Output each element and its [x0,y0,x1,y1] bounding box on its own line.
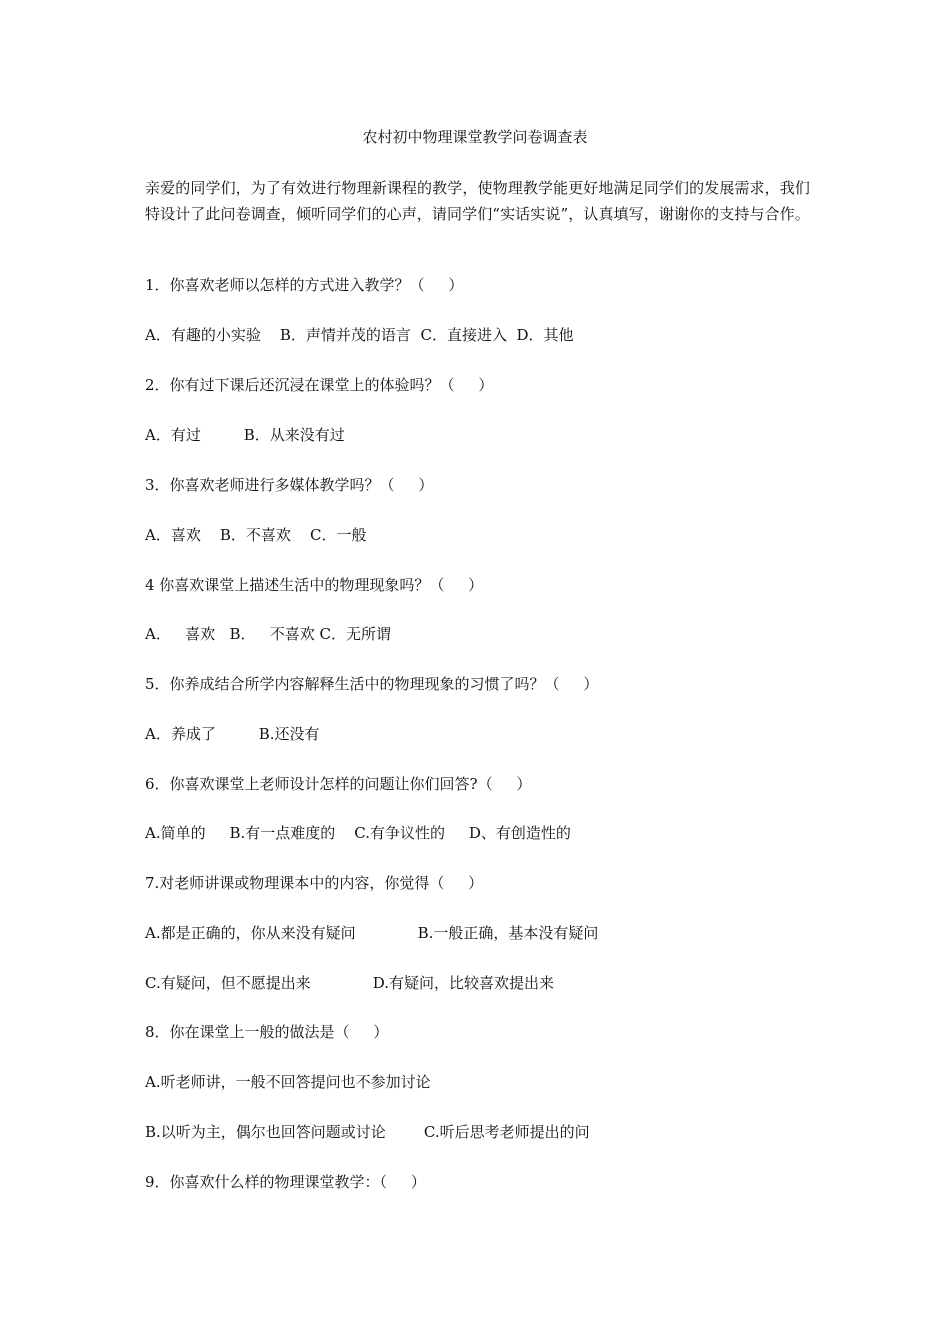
question-8: 8．你在课堂上一般的做法是（ ） [145,1023,389,1041]
question-3-options: A．喜欢 B．不喜欢 C．一般 [145,526,367,544]
question-6-options: A.简单的 B.有一点难度的 C.有争议性的 D、有创造性的 [145,824,571,842]
question-3: 3．你喜欢老师进行多媒体教学吗？（ ） [145,476,434,494]
question-4: 4 你喜欢课堂上描述生活中的物理现象吗？（ ） [145,576,484,594]
question-4-options: A． 喜欢 B． 不喜欢 C．无所谓 [145,625,392,643]
intro-paragraph: 亲爱的同学们，为了有效进行物理新课程的教学，使物理教学能更好地满足同学们的发展需求，我们特设计了此问卷调查，倾听同学们的心声，请同学们“实话实说”，认真填写，谢谢你的支持与合作。 [145,179,810,223]
question-1: 1．你喜欢老师以怎样的方式进入教学？（ ） [145,276,464,294]
question-9: 9．你喜欢什么样的物理课堂教学：（ ） [145,1173,426,1191]
question-8-options-bc: B.以听为主，偶尔也回答问题或讨论 C.听后思考老师提出的问 [145,1123,590,1141]
question-7-options-ab: A.都是正确的，你从来没有疑问 B.一般正确，基本没有疑问 [145,924,599,942]
question-5-options: A．养成了 B.还没有 [145,725,320,743]
question-7: 7.对老师讲课或物理课本中的内容，你觉得（ ） [145,874,484,892]
question-2-options: A．有过 B．从来没有过 [145,426,345,444]
question-6: 6．你喜欢课堂上老师设计怎样的问题让你们回答?（ ） [145,775,532,793]
question-8-option-a: A.听老师讲，一般不回答提问也不参加讨论 [145,1073,431,1091]
document-title: 农村初中物理课堂教学问卷调查表 [362,128,588,146]
question-1-options: A．有趣的小实验 B．声情并茂的语言 C．直接进入 D．其他 [145,326,574,344]
question-7-options-cd: C.有疑问，但不愿提出来 D.有疑问，比较喜欢提出来 [145,974,554,992]
question-2: 2．你有过下课后还沉浸在课堂上的体验吗？（ ） [145,376,494,394]
question-5: 5．你养成结合所学内容解释生活中的物理现象的习惯了吗？（ ） [145,675,599,693]
